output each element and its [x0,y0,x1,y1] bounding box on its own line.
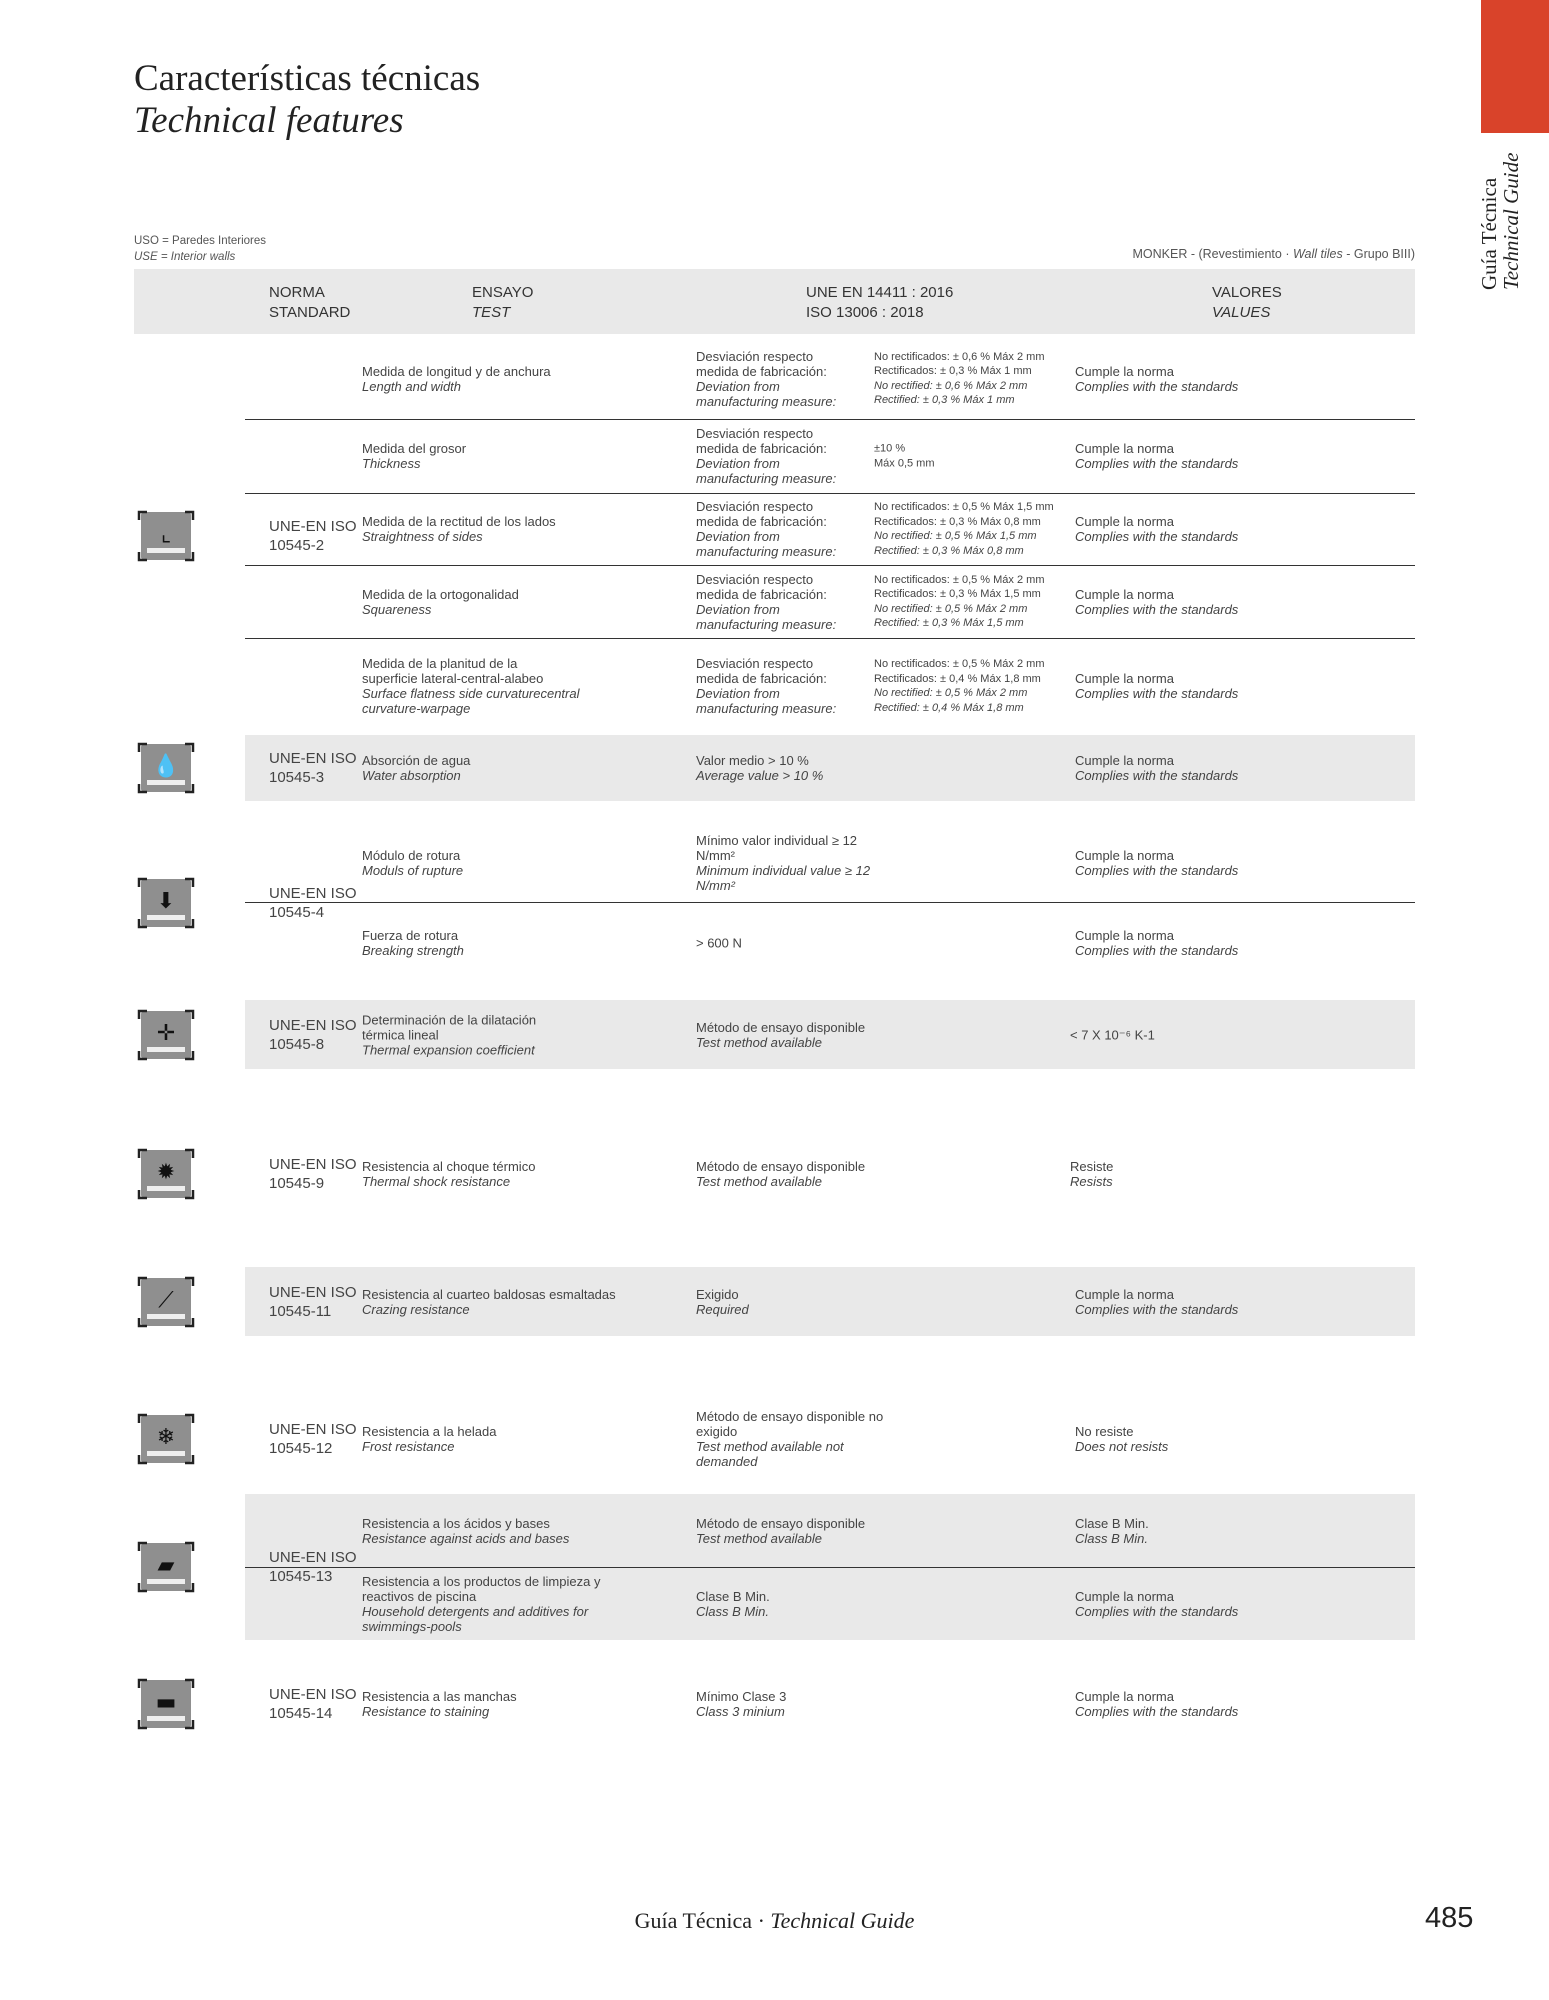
footer-title [0,1908,1549,1934]
test-en: Straightness of sides [362,529,483,544]
header-norma-en: STANDARD [269,304,351,321]
test-es: Medida de la rectitud de los lados [362,514,556,529]
product-post: - Grupo BIII) [1342,247,1415,261]
val-cell [1075,753,1305,783]
val-cell [1075,671,1305,701]
val-en: Complies with the standards [1075,456,1239,471]
meth-cell [696,753,886,783]
val-es: Cumple la norma [1075,1588,1174,1604]
val-en: Does not resists [1075,1438,1169,1454]
test-es: Resistencia a las manchas [362,1688,517,1704]
meth-es: Desviación respecto medida de fabricación: [696,656,827,686]
val-cell [1075,848,1305,878]
meth-cell [696,833,886,893]
val-cell [1075,928,1305,958]
table-row [245,338,1415,420]
val-en: Complies with the standards [1075,1301,1239,1317]
test-es: Módulo de rotura [362,847,461,863]
test-cell [362,1689,662,1719]
meth-es: Método de ensayo disponible [696,1019,866,1035]
table-row [245,902,1415,983]
test-es: Absorción de agua [362,753,471,768]
norma-label: UNE-EN ISO 10545-12 [269,1420,357,1457]
header-standard [806,283,953,323]
val-cell [1075,1589,1305,1619]
table-group [134,1123,1415,1225]
meth-es: Desviación respecto medida de fabricación: [696,426,827,456]
table-row [245,1665,1415,1742]
val-es: Clase B Min. [1075,1515,1149,1531]
meth-cell [696,426,886,486]
header-test-en: TEST [472,304,511,321]
meth-en: Test method available not demanded [696,1438,844,1469]
det-cell [874,500,1084,558]
test-cell [362,1287,662,1317]
header-std1: UNE EN 14411 : 2016 [806,284,954,301]
det-es: No rectificados: ± 0,5 % Máx 2 mm Rectificados: ± 0,4 % Máx 1,8 mm [874,658,1045,685]
val-en: Complies with the standards [1075,1703,1239,1719]
table-row [245,1123,1415,1225]
val-es: No resiste [1075,1423,1134,1439]
chemical-resistance-icon [137,1539,195,1595]
table-group [134,1665,1415,1742]
table-row [245,1397,1415,1480]
meth-en: Average value > 10 % [696,768,824,783]
val-es: Cumple la norma [1075,586,1174,602]
svg-text:✹: ✹ [156,1160,176,1185]
test-en: Resistance against acids and bases [362,1530,570,1546]
table-group [134,1397,1415,1480]
val-es: Resiste [1070,1159,1114,1174]
val-en: Class B Min. [1075,1530,1148,1546]
test-cell [362,364,662,394]
header-values-en: VALUES [1212,304,1271,321]
table-row [245,1567,1415,1640]
meth-cell [696,499,886,559]
use-note [134,233,266,265]
header-norma [269,283,350,323]
test-en: Thickness [362,456,421,471]
test-en: Length and width [362,378,462,394]
test-cell [362,587,662,617]
page-number: 485 [1425,1902,1474,1934]
val-en: Complies with the standards [1075,686,1239,701]
det-cell [874,573,1084,631]
val-es: < 7 X 10⁻⁶ K-1 [1070,1027,1155,1042]
test-cell [362,1574,662,1634]
val-en: Complies with the standards [1075,378,1239,394]
val-es: Cumple la norma [1075,671,1174,686]
meth-en: Deviation from manufacturing measure: [696,529,837,559]
val-cell [1070,1159,1300,1189]
meth-cell [696,1409,886,1469]
product-label [1133,247,1415,261]
meth-cell [696,656,886,716]
meth-en: Class B Min. [696,1603,769,1619]
det-cell [874,442,1084,471]
footer-es: Guía Técnica · [634,1908,771,1933]
test-cell [362,514,662,544]
meth-cell [696,1589,886,1619]
table-group [134,1267,1415,1336]
header-test-es: ENSAYO [472,284,534,301]
val-cell [1075,364,1305,394]
table-row [245,565,1415,639]
test-es: Determinación de la dilatación térmica lineal [362,1012,537,1042]
test-es: Resistencia al cuarteo baldosas esmaltadas [362,1286,616,1302]
norma-label: UNE-EN ISO 10545-3 [269,750,357,786]
product-mid: Wall tiles [1292,247,1343,261]
table-row [245,1000,1415,1069]
meth-es: Mínimo valor individual ≥ 12 N/mm² [696,832,858,863]
det-es: No rectificados: ± 0,5 % Máx 1,5 mm Rectificados: ± 0,3 % Máx 0,8 mm [874,501,1054,528]
test-cell [362,1159,662,1189]
product-pre: MONKER - (Revestimiento · [1132,247,1293,261]
test-es: Medida del grosor [362,441,467,456]
table-row [245,493,1415,566]
table-row [245,1494,1415,1568]
norma-label: UNE-EN ISO 10545-8 [269,1016,357,1053]
table-group [134,338,1415,734]
test-en: Thermal expansion coefficient [362,1042,535,1057]
meth-cell [696,1020,886,1050]
det-cell [874,657,1084,715]
test-en: Thermal shock resistance [362,1174,511,1189]
val-es: Cumple la norma [1075,927,1174,943]
side-tab-label [1478,153,1522,290]
table-group [134,1494,1415,1640]
meth-es: > 600 N [696,935,742,950]
water-drops-icon [137,740,195,796]
val-en: Complies with the standards [1075,862,1239,878]
svg-text:✛: ✛ [156,1020,176,1046]
meth-cell [696,1516,886,1546]
table-row [245,823,1415,903]
test-cell [362,848,662,878]
test-es: Resistencia a los ácidos y bases [362,1515,550,1531]
table-group [134,735,1415,801]
val-en: Complies with the standards [1075,529,1239,544]
val-es: Cumple la norma [1075,363,1174,379]
det-es: No rectificados: ± 0,6 % Máx 2 mm Rectificados: ± 0,3 % Máx 1 mm [874,350,1045,377]
test-cell [362,1424,662,1454]
test-cell [362,1012,662,1057]
breaking-load-icon [137,875,195,931]
frost-snowflake-icon [137,1411,195,1467]
table-row [245,735,1415,801]
det-cell [874,350,1084,408]
test-en: Moduls of rupture [362,862,464,878]
meth-en: Deviation from manufacturing measure: [696,686,837,716]
table-row [245,638,1415,734]
meth-en: Test method available [696,1530,822,1546]
thermal-shock-icon [137,1146,195,1202]
val-es: Cumple la norma [1075,1286,1174,1302]
svg-text:⌞: ⌞ [160,522,172,547]
norma-label: UNE-EN ISO 10545-4 [269,885,357,921]
header-test [472,283,533,323]
svg-text:▰: ▰ [157,1553,175,1578]
meth-en: Deviation from manufacturing measure: [696,378,837,409]
meth-es: Desviación respecto medida de fabricación: [696,499,827,529]
header-values-es: VALORES [1212,284,1282,301]
val-cell [1070,1027,1300,1042]
table-row [245,419,1415,494]
header-norma-es: NORMA [269,284,325,301]
meth-en: Class 3 minium [696,1703,785,1719]
use-es: USO = Paredes Interiores [134,235,266,247]
val-cell [1075,587,1305,617]
test-en: Resistance to staining [362,1703,490,1719]
test-en: Water absorption [362,768,461,783]
crazing-icon [137,1274,195,1330]
svg-text:⬇: ⬇ [156,889,176,914]
val-cell [1075,1516,1305,1546]
meth-es: Desviación respecto medida de fabricación: [696,571,827,602]
test-cell [362,928,662,958]
val-cell [1075,441,1305,471]
table-group [134,1000,1415,1069]
svg-text:❄: ❄ [156,1424,176,1450]
meth-en: Required [696,1301,749,1317]
dimensions-icon [137,508,195,564]
det-es: No rectificados: ± 0,5 % Máx 2 mm Rectificados: ± 0,3 % Máx 1,5 mm [874,573,1045,600]
test-es: Medida de la ortogonalidad [362,586,519,602]
val-es: Cumple la norma [1075,1688,1174,1704]
meth-en: Test method available [696,1174,822,1189]
test-en: Breaking strength [362,942,464,958]
test-en: Surface flatness side curvaturecentral curvature-warpage [362,686,580,716]
val-cell [1075,1287,1305,1317]
svg-text:💧: 💧 [152,754,180,779]
test-en: Crazing resistance [362,1301,470,1317]
meth-es: Desviación respecto medida de fabricación: [696,348,827,379]
meth-cell [696,572,886,632]
meth-cell [696,1159,886,1189]
val-es: Cumple la norma [1075,514,1174,529]
test-es: Resistencia a los productos de limpieza y reactivos de piscina [362,1573,601,1604]
table-header [134,269,1415,334]
test-cell [362,441,662,471]
det-en: No rectified: ± 0,5 % Máx 2 mm Rectified: ± 0,3 % Máx 1,5 mm [874,602,1028,629]
thermal-expansion-icon [137,1007,195,1063]
det-en: No rectified: ± 0,6 % Máx 2 mm Rectified: ± 0,3 % Máx 1 mm [874,379,1028,406]
norma-label: UNE-EN ISO 10545-9 [269,1156,357,1192]
side-tab-en: Technical Guide [1499,152,1523,290]
meth-es: Método de ensayo disponible [696,1515,866,1531]
det-en: No rectified: ± 0,5 % Máx 1,5 mm Rectified: ± 0,3 % Máx 0,8 mm [874,530,1037,557]
test-es: Fuerza de rotura [362,927,459,943]
test-es: Medida de la planitud de la superficie lateral-central-alabeo [362,656,544,686]
table-group [134,823,1415,983]
test-en: Squareness [362,601,432,617]
norma-label: UNE-EN ISO 10545-11 [269,1283,357,1320]
val-cell [1075,514,1305,544]
det-en: No rectified: ± 0,5 % Máx 2 mm Rectified: ± 0,4 % Máx 1,8 mm [874,687,1028,714]
use-en: USE = Interior walls [134,251,236,263]
title-en: Technical features [134,100,404,141]
meth-cell [696,1287,886,1317]
meth-cell [696,349,886,409]
footer-en: Technical Guide [770,1908,915,1933]
meth-es: Valor medio > 10 % [696,753,809,768]
test-cell [362,656,662,716]
test-en: Frost resistance [362,1438,455,1454]
header-values [1212,283,1282,323]
norma-label: UNE-EN ISO 10545-13 [269,1549,357,1585]
val-en: Complies with the standards [1075,1603,1239,1619]
meth-en: Test method available [696,1034,822,1050]
meth-cell [696,1689,886,1719]
svg-text:▬: ▬ [155,1689,177,1715]
meth-cell [696,935,886,950]
table-row [245,1267,1415,1336]
val-es: Cumple la norma [1075,441,1174,456]
meth-es: Método de ensayo disponible [696,1159,866,1174]
test-es: Resistencia al choque térmico [362,1159,536,1174]
det-es: ±10 % Máx 0,5 mm [874,442,935,469]
test-es: Medida de longitud y de anchura [362,363,551,379]
val-es: Cumple la norma [1075,753,1174,768]
meth-en: Deviation from manufacturing measure: [696,456,837,486]
norma-label: UNE-EN ISO 10545-14 [269,1685,357,1722]
norma-label: UNE-EN ISO 10545-2 [269,518,357,554]
test-cell [362,1516,662,1546]
val-en: Complies with the standards [1075,768,1239,783]
title-es: Características técnicas [134,58,481,99]
meth-en: Deviation from manufacturing measure: [696,601,837,632]
page-title [134,58,480,142]
val-en: Complies with the standards [1075,942,1239,958]
meth-es: Método de ensayo disponible no exigido [696,1408,884,1439]
test-en: Household detergents and additives for swimmings-pools [362,1603,589,1634]
meth-es: Exigido [696,1286,739,1302]
staining-icon [137,1676,195,1732]
section-tab [1481,0,1549,133]
val-en: Resists [1070,1174,1113,1189]
meth-en: Minimum individual value ≥ 12 N/mm² [696,862,871,893]
test-es: Resistencia a la helada [362,1423,497,1439]
val-en: Complies with the standards [1075,601,1239,617]
meth-es: Clase B Min. [696,1588,770,1604]
svg-text:⟋: ⟋ [158,1287,174,1313]
val-es: Cumple la norma [1075,847,1174,863]
side-tab-es: Guía Técnica [1477,177,1501,290]
test-cell [362,753,662,783]
header-std2: ISO 13006 : 2018 [806,304,924,321]
val-cell [1075,1424,1305,1454]
val-cell [1075,1689,1305,1719]
meth-es: Mínimo Clase 3 [696,1688,787,1704]
